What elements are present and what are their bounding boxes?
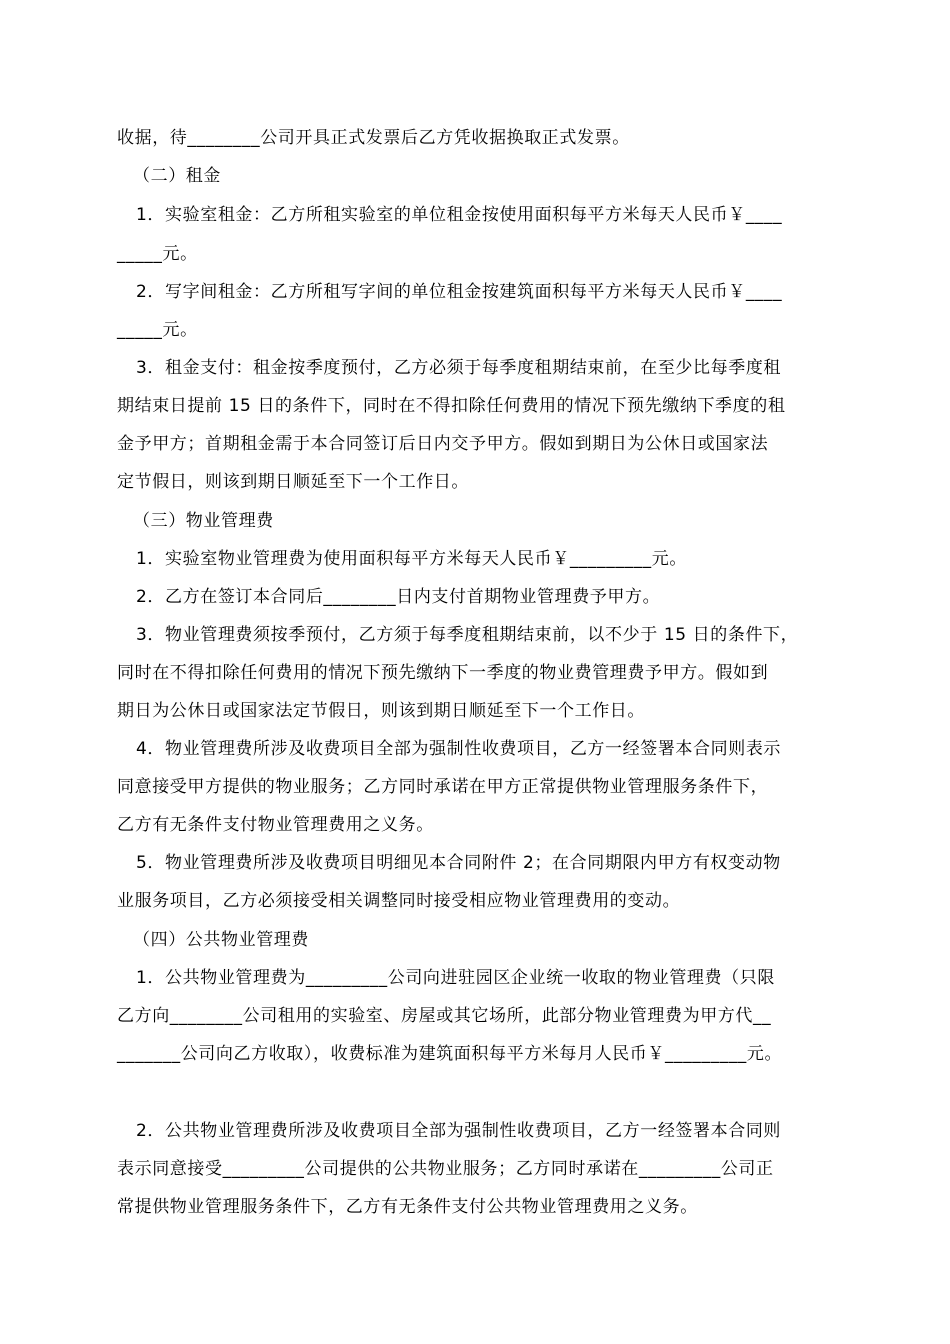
text-line: 收据，待________公司开具正式发票后乙方凭收据换取正式发票。 <box>117 128 630 148</box>
text-line: 乙方向________公司租用的实验室、房屋或其它场所，此部分物业管理费为甲方代__ <box>117 1006 772 1026</box>
text-line: 2．公共物业管理费所涉及收费项目全部为强制性收费项目，乙方一经签署本合同则 <box>136 1121 782 1141</box>
section-heading-rent: （二）租金 <box>133 166 221 186</box>
text-line: 表示同意接受_________公司提供的公共物业服务；乙方同时承诺在_________公司正 <box>117 1159 774 1179</box>
text-line: 业服务项目，乙方必须接受相关调整同时接受相应物业管理费用的变动。 <box>117 891 681 911</box>
text-line: 常提供物业管理服务条件下，乙方有无条件支付公共物业管理费用之义务。 <box>117 1197 698 1217</box>
section-heading-property-fee: （三）物业管理费 <box>133 511 274 531</box>
text-line: 1．实验室物业管理费为使用面积每平方米每天人民币￥_________元。 <box>136 549 687 569</box>
text-line: 2．乙方在签订本合同后________日内支付首期物业管理费予甲方。 <box>136 587 661 607</box>
text-line: _____元。 <box>117 320 198 340</box>
text-line: 金予甲方；首期租金需于本合同签订后日内交予甲方。假如到期日为公休日或国家法 <box>117 434 769 454</box>
text-line: 3．物业管理费须按季预付，乙方须于每季度租期结束前，以不少于 15 日的条件下， <box>136 625 799 645</box>
text-line: 期结束日提前 15 日的条件下，同时在不得扣除任何费用的情况下预先缴纳下季度的租 <box>117 396 786 416</box>
text-line: 5．物业管理费所涉及收费项目明细见本合同附件 2；在合同期限内甲方有权变动物 <box>136 853 781 873</box>
text-line: 2．写字间租金：乙方所租写字间的单位租金按建筑面积每平方米每天人民币￥____ <box>136 282 783 302</box>
text-line: 定节假日，则该到期日顺延至下一个工作日。 <box>117 472 469 492</box>
text-line: 1．实验室租金：乙方所租实验室的单位租金按使用面积每平方米每天人民币￥____ <box>136 205 783 225</box>
section-heading-public-property-fee: （四）公共物业管理费 <box>133 930 309 950</box>
text-line: 4．物业管理费所涉及收费项目全部为强制性收费项目，乙方一经签署本合同则表示 <box>136 739 782 759</box>
text-line: 同意接受甲方提供的物业服务；乙方同时承诺在甲方正常提供物业管理服务条件下， <box>117 777 769 797</box>
text-line: 同时在不得扣除任何费用的情况下预先缴纳下一季度的物业费管理费予甲方。假如到 <box>117 663 769 683</box>
text-line: 1．公共物业管理费为_________公司向进驻园区企业统一收取的物业管理费（只限 <box>136 968 775 988</box>
text-line: _______公司向乙方收取），收费标准为建筑面积每平方米每月人民币￥_________元。 <box>117 1044 783 1064</box>
text-line: _____元。 <box>117 244 198 264</box>
text-line: 3．租金支付：租金按季度预付，乙方必须于每季度租期结束前，在至少比每季度租 <box>136 358 782 378</box>
text-line: 乙方有无条件支付物业管理费用之义务。 <box>117 815 434 835</box>
text-line: 期日为公休日或国家法定节假日，则该到期日顺延至下一个工作日。 <box>117 701 645 721</box>
